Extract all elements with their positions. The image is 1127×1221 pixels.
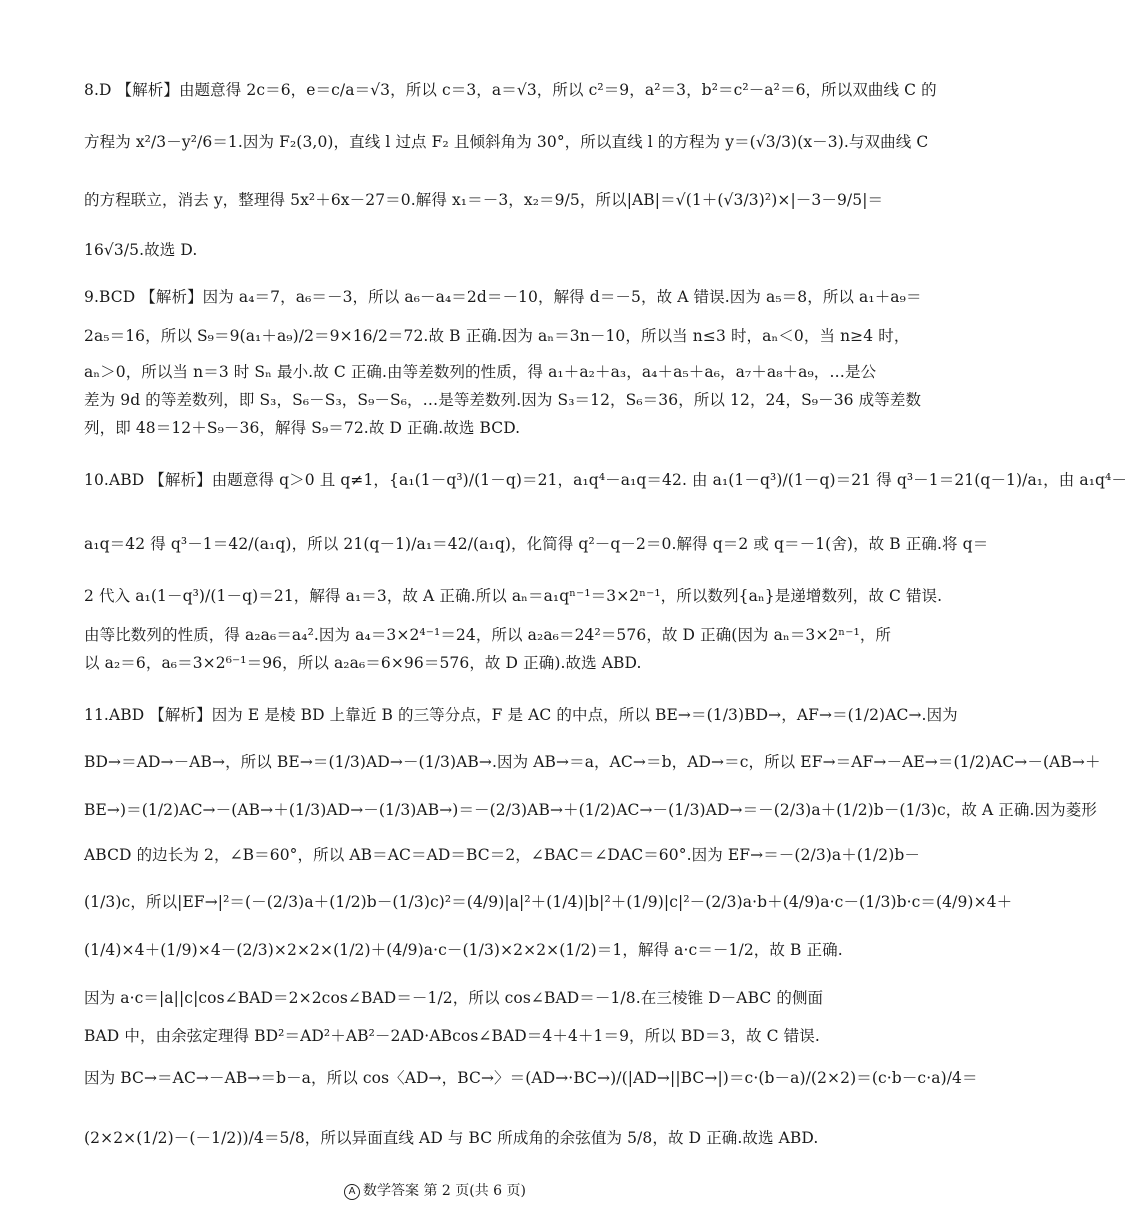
text-line: aₙ＞0，所以当 n＝3 时 Sₙ 最小.故 C 正确.由等差数列的性质，得 a₁＋a₂＋a₃，a₄＋a₅＋a₆，a₇＋a₈＋a₉，…是公 <box>84 363 877 381</box>
text-line: (2×2×(1/2)－(－1/2))/4＝5/8，所以异面直线 AD 与 BC 所成角的余弦值为 5/8，故 D 正确.故选 ABD. <box>84 1129 819 1147</box>
version-badge: A <box>344 1184 360 1200</box>
text-line: 差为 9d 的等差数列，即 S₃，S₆－S₃，S₉－S₆，…是等差数列.因为 S₃＝12，S₆＝36，所以 12，24，S₉－36 成等差数 <box>84 391 922 409</box>
text-line: BE→)＝(1/2)AC→－(AB→＋(1/3)AD→－(1/3)AB→)＝－(2/3)AB→＋(1/2)AC→－(1/3)AD→＝－(2/3)a＋(1/2)b－(1/3)c，故 A 正确.因为菱形 <box>84 801 1097 819</box>
text-line: (1/3)c，所以|EF→|²＝(－(2/3)a＋(1/2)b－(1/3)c)²＝(4/9)|a|²＋(1/4)|b|²＋(1/9)|c|²－(2/3)a·b＋(4/9)a·c－(1/3)b·c＝(4/9)×4＋ <box>84 893 1013 911</box>
footer-text: 数学答案 第 2 页(共 6 页) <box>363 1183 526 1199</box>
text-line: 11.ABD 【解析】因为 E 是棱 BD 上靠近 B 的三等分点，F 是 AC 的中点，所以 BE→＝(1/3)BD→，AF→＝(1/2)AC→.因为 <box>84 706 958 724</box>
text-line: 10.ABD 【解析】由题意得 q＞0 且 q≠1，{a₁(1－q³)/(1－q)＝21，a₁q⁴－a₁q＝42. 由 a₁(1－q³)/(1－q)＝21 得 q³－1＝21(q－1)/a₁，由 a₁q⁴－ <box>84 471 1127 489</box>
text-line: 由等比数列的性质，得 a₂a₆＝a₄².因为 a₄＝3×2⁴⁻¹＝24，所以 a₂a₆＝24²＝576，故 D 正确(因为 aₙ＝3×2ⁿ⁻¹，所 <box>84 626 892 644</box>
text-line: 以 a₂＝6，a₆＝3×2⁶⁻¹＝96，所以 a₂a₆＝6×96＝576，故 D 正确).故选 ABD. <box>84 654 642 672</box>
text-line: (1/4)×4＋(1/9)×4－(2/3)×2×2×(1/2)＋(4/9)a·c－(1/3)×2×2×(1/2)＝1，解得 a·c＝－1/2，故 B 正确. <box>84 941 843 959</box>
text-line: ABCD 的边长为 2，∠B＝60°，所以 AB＝AC＝AD＝BC＝2，∠BAC＝∠DAC＝60°.因为 EF→＝－(2/3)a＋(1/2)b－ <box>84 846 921 864</box>
text-line: 9.BCD 【解析】因为 a₄＝7，a₆＝－3，所以 a₆－a₄＝2d＝－10，解得 d＝－5，故 A 错误.因为 a₅＝8，所以 a₁＋a₉＝ <box>84 288 922 306</box>
text-line: 2 代入 a₁(1－q³)/(1－q)＝21，解得 a₁＝3，故 A 正确.所以 aₙ＝a₁qⁿ⁻¹＝3×2ⁿ⁻¹，所以数列{aₙ}是递增数列，故 C 错误. <box>84 587 943 605</box>
text-line: 列，即 48＝12＋S₉－36，解得 S₉＝72.故 D 正确.故选 BCD. <box>84 419 521 437</box>
text-line: 2a₅＝16，所以 S₉＝9(a₁＋a₉)/2＝9×16/2＝72.故 B 正确.因为 aₙ＝3n－10，所以当 n≤3 时，aₙ＜0，当 n≥4 时， <box>84 327 910 345</box>
text-line: 因为 a·c＝|a||c|cos∠BAD＝2×2cos∠BAD＝－1/2，所以 cos∠BAD＝－1/8.在三棱锥 D－ABC 的侧面 <box>84 989 824 1007</box>
page-footer <box>0 1180 870 1200</box>
text-line: 因为 BC→＝AC→－AB→＝b－a，所以 cos〈AD→，BC→〉＝(AD→·BC→)/(|AD→||BC→|)＝c·(b－a)/(2×2)＝(c·b－c·a)/4＝ <box>84 1069 978 1087</box>
text-line: 的方程联立，消去 y，整理得 5x²＋6x－27＝0.解得 x₁＝－3，x₂＝9/5，所以|AB|＝√(1＋(√3/3)²)×|－3－9/5|＝ <box>84 191 884 209</box>
text-line: a₁q＝42 得 q³－1＝42/(a₁q)，所以 21(q－1)/a₁＝42/(a₁q)，化简得 q²－q－2＝0.解得 q＝2 或 q＝－1(舍)，故 B 正确.将 q＝ <box>84 535 989 553</box>
text-line: 方程为 x²/3－y²/6＝1.因为 F₂(3,0)，直线 l 过点 F₂ 且倾斜角为 30°，所以直线 l 的方程为 y＝(√3/3)(x－3).与双曲线 C <box>84 133 929 151</box>
text-line: BAD 中，由余弦定理得 BD²＝AD²＋AB²－2AD·ABcos∠BAD＝4＋4＋1＝9，所以 BD＝3，故 C 错误. <box>84 1027 820 1045</box>
text-line: 8.D 【解析】由题意得 2c＝6，e＝c/a＝√3，所以 c＝3，a＝√3，所以 c²＝9，a²＝3，b²＝c²－a²＝6，所以双曲线 C 的 <box>84 81 937 99</box>
text-line: BD→＝AD→－AB→，所以 BE→＝(1/3)AD→－(1/3)AB→.因为 AB→＝a，AC→＝b，AD→＝c，所以 EF→＝AF→－AE→＝(1/2)AC→－(AB→＋ <box>84 753 1101 771</box>
text-line: 16√3/5.故选 D. <box>84 241 198 259</box>
